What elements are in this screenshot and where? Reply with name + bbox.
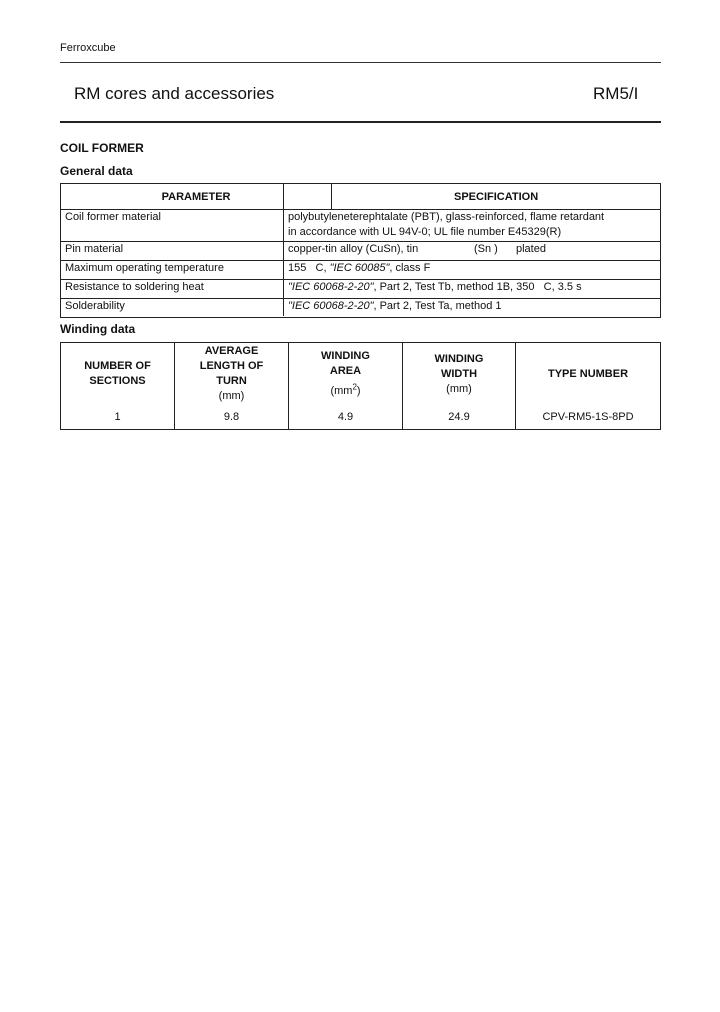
doc-id: RM5/I — [593, 84, 639, 103]
header-winding-area: WINDING AREA $(mm^2)$ — [289, 343, 403, 406]
param-cell: Resistance to soldering heat — [65, 281, 204, 293]
param-cell: Solderability — [65, 300, 125, 312]
table-row — [61, 405, 661, 430]
section-title: COIL FORMER — [60, 141, 144, 155]
page-title: RM cores and accessories — [74, 84, 275, 103]
header-specification: SPECIFICATION — [332, 184, 661, 210]
spec-cell-part: plated — [516, 243, 546, 255]
spec-standard: "IEC 60068-2-20" — [288, 281, 374, 293]
cell-area: 4.9 — [289, 405, 403, 430]
spec-cell-part: (Sn ) — [474, 243, 498, 255]
spec-standard: "IEC 60068-2-20" — [288, 300, 374, 312]
table-header-row — [61, 343, 661, 406]
spec-cell: 155 C, — [288, 262, 330, 274]
spec-cell: polybutyleneterephtalate (PBT), glass-reinforced, flame retardant — [288, 211, 605, 223]
cell-sections: 1 — [61, 405, 175, 430]
table-header-row — [61, 184, 661, 210]
winding-data-title: Winding data — [60, 322, 136, 336]
header-average-length: AVERAGE LENGTH OF TURN (mm) — [175, 343, 289, 406]
spec-cell-part: , class F — [389, 262, 431, 274]
cell-width: 24.9 — [403, 405, 516, 430]
cell-type-number: CPV-RM5-1S-8PD — [516, 405, 661, 430]
spec-cell: , Part 2, Test Tb, method 1B, 350 C, 3.5 s — [373, 281, 582, 293]
header-rule-bottom — [60, 121, 661, 123]
general-data-table — [60, 183, 661, 318]
spec-cell: , Part 2, Test Ta, method 1 — [373, 300, 502, 312]
table-row — [61, 261, 661, 280]
column-divider — [283, 183, 284, 316]
table-row — [61, 280, 661, 299]
param-cell: Coil former material — [65, 211, 161, 223]
spec-cell: copper-tin alloy (CuSn), tin — [288, 243, 419, 255]
winding-data-table — [60, 342, 661, 430]
spec-standard: "IEC 60085" — [329, 262, 390, 274]
header-rule-top — [60, 62, 661, 63]
table-row — [61, 210, 661, 242]
general-data-title: General data — [60, 164, 133, 178]
header-winding-width: WINDING WIDTH (mm) — [403, 343, 516, 406]
table-row — [61, 242, 661, 261]
table-row — [61, 299, 661, 318]
header-number-of-sections: NUMBER OF SECTIONS — [61, 343, 175, 406]
header-parameter: PARAMETER — [61, 184, 332, 210]
header-type-number: TYPE NUMBER — [516, 343, 661, 406]
cell-length: 9.8 — [175, 405, 289, 430]
company-name: Ferroxcube — [60, 42, 116, 54]
spec-cell-line2: in accordance with UL 94V-0; UL file number E45329(R) — [288, 226, 562, 238]
param-cell: Maximum operating temperature — [65, 262, 224, 274]
param-cell: Pin material — [65, 243, 124, 255]
